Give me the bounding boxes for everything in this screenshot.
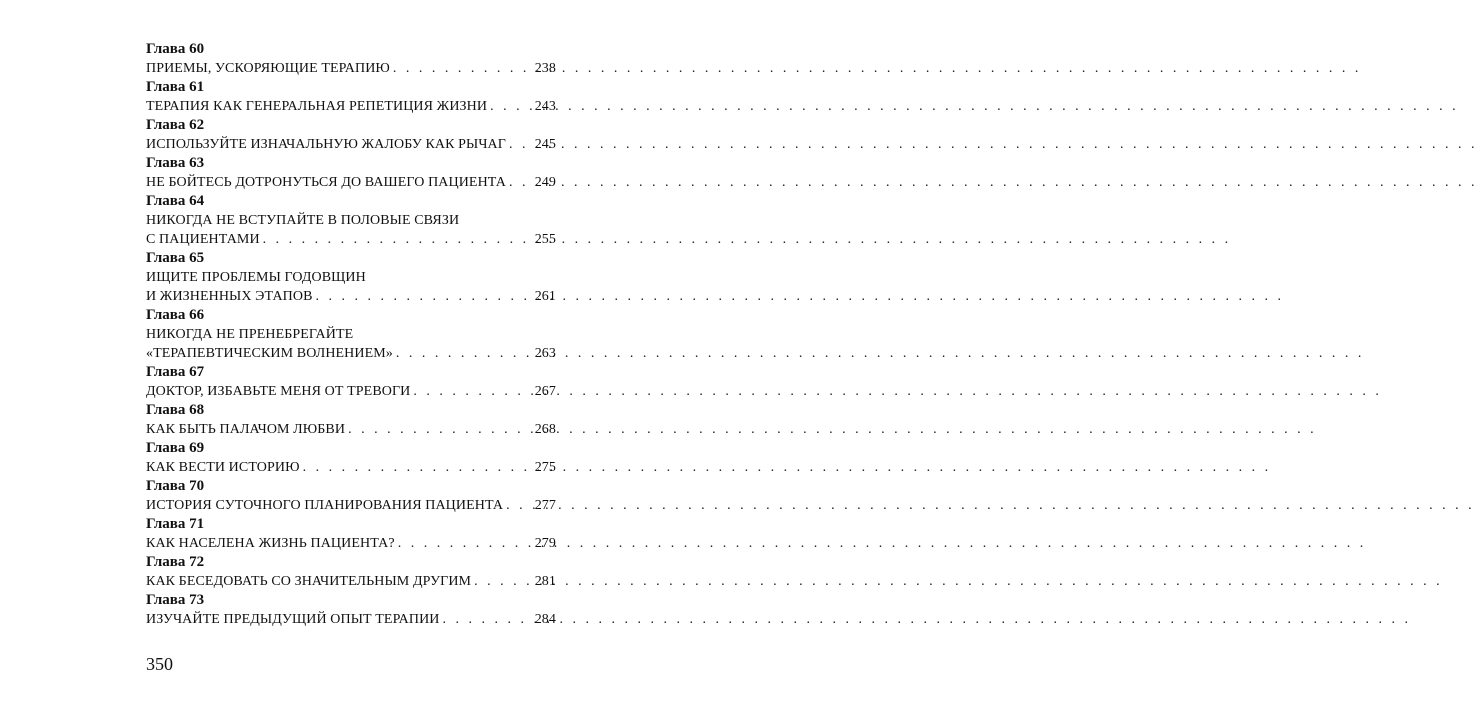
toc-entry <box>146 591 556 629</box>
chapter-title: ТЕРАПИЯ КАК ГЕНЕРАЛЬНАЯ РЕПЕТИЦИЯ ЖИЗНИ <box>146 99 488 114</box>
chapter-page-number: 255 <box>534 232 556 247</box>
chapter-title: НИКОГДА НЕ ВСТУПАЙТЕ В ПОЛОВЫЕ СВЯЗИ <box>146 213 460 228</box>
chapter-label: Глава 72 <box>146 554 205 570</box>
chapter-page-number: 275 <box>534 460 556 475</box>
chapter-title: ИЩИТЕ ПРОБЛЕМЫ ГОДОВЩИН <box>146 270 366 285</box>
chapter-page-number: 281 <box>534 574 556 589</box>
chapter-title: КАК БЕСЕДОВАТЬ СО ЗНАЧИТЕЛЬНЫМ ДРУГИМ <box>146 574 472 589</box>
dot-leader <box>443 610 532 629</box>
chapter-title: КАК БЫТЬ ПАЛАЧОМ ЛЮБВИ <box>146 422 346 437</box>
dot-leader <box>398 534 532 553</box>
chapter-page-number: 238 <box>534 61 556 76</box>
dot-leader <box>413 382 531 401</box>
chapter-label: Глава 61 <box>146 79 205 95</box>
toc-entry <box>146 154 556 192</box>
dot-leader <box>509 173 532 192</box>
chapter-label: Глава 60 <box>146 41 205 57</box>
chapter-label: Глава 68 <box>146 402 205 418</box>
chapter-page-number: 261 <box>534 289 556 304</box>
chapter-title-line <box>146 610 556 629</box>
chapter-label: Глава 69 <box>146 440 205 456</box>
dot-leader <box>263 230 532 249</box>
chapter-title-line <box>146 97 556 116</box>
chapter-page-number: 249 <box>534 175 556 190</box>
toc-entry <box>146 477 556 515</box>
chapter-page-number: 243 <box>534 99 556 114</box>
chapter-page-number: 267 <box>534 384 556 399</box>
chapter-title-line <box>146 496 556 515</box>
table-of-contents <box>146 40 556 629</box>
chapter-label: Глава 65 <box>146 250 205 266</box>
chapter-label: Глава 66 <box>146 307 205 323</box>
chapter-page-number: 263 <box>534 346 556 361</box>
dot-leader <box>509 135 532 154</box>
toc-entry <box>146 192 556 249</box>
dot-leader <box>348 420 532 439</box>
toc-entry <box>146 553 556 591</box>
dot-leader <box>396 344 532 363</box>
toc-entry <box>146 78 556 116</box>
chapter-title: ИСТОРИЯ СУТОЧНОГО ПЛАНИРОВАНИЯ ПАЦИЕНТА <box>146 498 504 513</box>
toc-entry <box>146 306 556 363</box>
chapter-label: Глава 70 <box>146 478 205 494</box>
chapter-title: ДОКТОР, ИЗБАВЬТЕ МЕНЯ ОТ ТРЕВОГИ <box>146 384 411 399</box>
chapter-label: Глава 73 <box>146 592 205 608</box>
toc-entry <box>146 439 556 477</box>
chapter-label: Глава 64 <box>146 193 205 209</box>
toc-entry <box>146 116 556 154</box>
dot-leader <box>316 287 532 306</box>
chapter-title: НЕ БОЙТЕСЬ ДОТРОНУТЬСЯ ДО ВАШЕГО ПАЦИЕНТА <box>146 175 506 190</box>
chapter-label: Глава 71 <box>146 516 205 532</box>
chapter-title-line <box>146 135 556 154</box>
chapter-title-line <box>146 173 556 192</box>
chapter-title-line <box>146 230 556 249</box>
dot-leader <box>393 59 532 78</box>
chapter-title-line <box>146 59 556 78</box>
chapter-page-number: 277 <box>534 498 556 513</box>
dot-leader <box>490 97 532 116</box>
toc-entry <box>146 40 556 78</box>
chapter-title: ИСПОЛЬЗУЙТЕ ИЗНАЧАЛЬНУЮ ЖАЛОБУ КАК РЫЧАГ <box>146 137 506 152</box>
chapter-title: «ТЕРАПЕВТИЧЕСКИМ ВОЛНЕНИЕМ» <box>146 346 393 361</box>
chapter-title-line <box>146 534 556 553</box>
chapter-label: Глава 67 <box>146 364 205 380</box>
chapter-page-number: 284 <box>534 612 556 627</box>
chapter-title: ИЗУЧАЙТЕ ПРЕДЫДУЩИЙ ОПЫТ ТЕРАПИИ <box>146 612 440 627</box>
chapter-title: НИКОГДА НЕ ПРЕНЕБРЕГАЙТЕ <box>146 327 354 342</box>
dot-leader <box>474 572 532 591</box>
chapter-title: ПРИЕМЫ, УСКОРЯЮЩИЕ ТЕРАПИЮ <box>146 61 390 76</box>
chapter-title: КАК ВЕСТИ ИСТОРИЮ <box>146 460 300 475</box>
chapter-title: КАК НАСЕЛЕНА ЖИЗНЬ ПАЦИЕНТА? <box>146 536 395 551</box>
dot-leader <box>506 496 532 515</box>
toc-entry <box>146 515 556 553</box>
chapter-title-line <box>146 287 556 306</box>
chapter-title-line <box>146 572 556 591</box>
chapter-page-number: 245 <box>534 137 556 152</box>
chapter-label: Глава 63 <box>146 155 205 171</box>
chapter-title: И ЖИЗНЕННЫХ ЭТАПОВ <box>146 289 313 304</box>
toc-entry <box>146 401 556 439</box>
toc-entry <box>146 249 556 306</box>
chapter-title-line <box>146 325 556 344</box>
chapter-label: Глава 62 <box>146 117 205 133</box>
chapter-title-line <box>146 211 556 230</box>
chapter-title-line <box>146 420 556 439</box>
chapter-title-line <box>146 458 556 477</box>
chapter-title-line <box>146 382 556 401</box>
chapter-title: С ПАЦИЕНТАМИ <box>146 232 260 247</box>
chapter-page-number: 268 <box>534 422 556 437</box>
page-number: 350 <box>146 654 173 674</box>
toc-entry <box>146 363 556 401</box>
dot-leader <box>303 458 532 477</box>
chapter-title-line <box>146 344 556 363</box>
chapter-page-number: 279 <box>534 536 556 551</box>
chapter-title-line <box>146 268 556 287</box>
